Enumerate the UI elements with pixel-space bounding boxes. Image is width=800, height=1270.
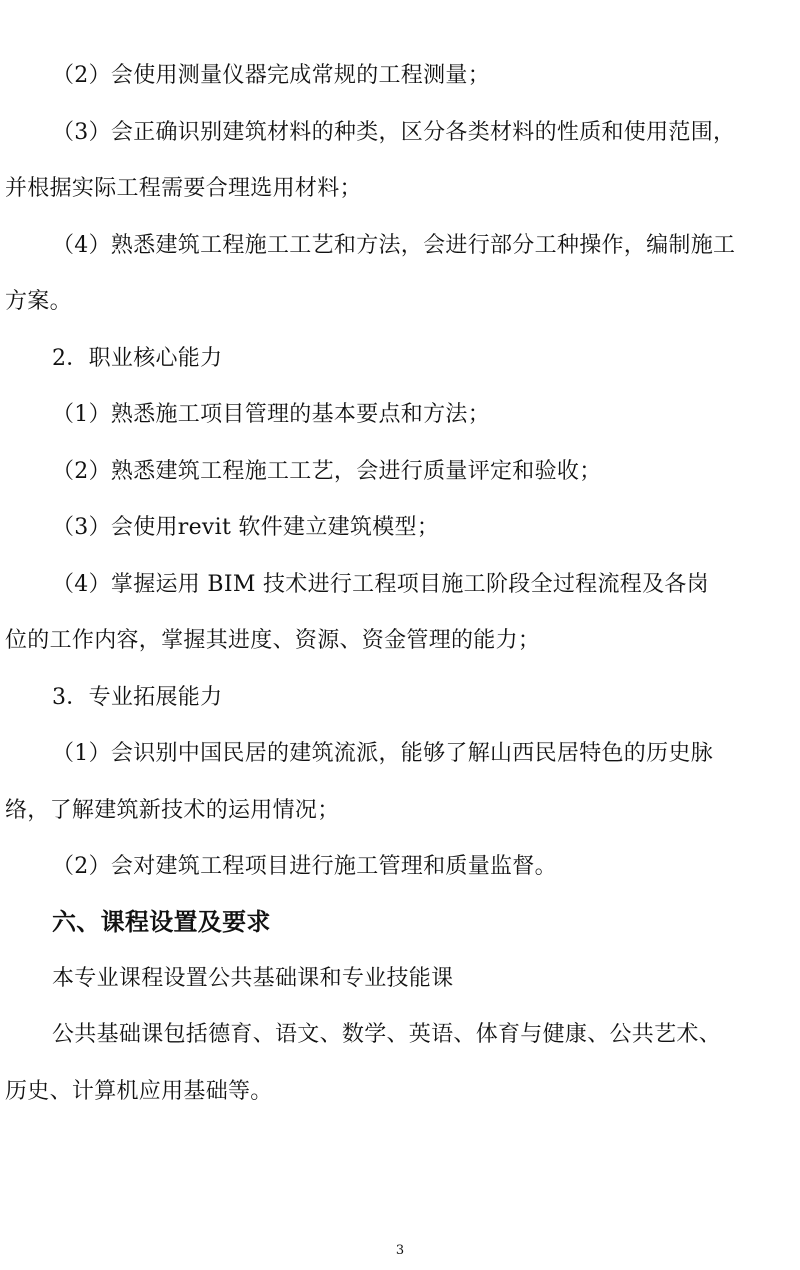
- page-number: 3: [395, 1243, 405, 1258]
- section-paragraph-overview: 本专业课程设置公共基础课和专业技能课: [52, 966, 454, 991]
- subheading-extended-ability: 3．专业拓展能力: [52, 685, 223, 710]
- list-item-quality-evaluation: （2）熟悉建筑工程施工工艺，会进行质量评定和验收；: [52, 459, 602, 484]
- subheading-core-ability: 2．职业核心能力: [52, 346, 223, 371]
- list-item-supervision: （2）会对建筑工程项目进行施工管理和质量监督。: [52, 854, 557, 879]
- section-heading: 六、课程设置及要求: [52, 908, 271, 936]
- list-item-materials: （3）会正确识别建筑材料的种类，区分各类材料的性质和使用范围，: [52, 120, 736, 145]
- list-item-bim-continued: 位的工作内容，掌握其进度、资源、资金管理的能力；: [5, 628, 541, 653]
- list-item-bim: （4）掌握运用 BIM 技术进行工程项目施工阶段全过程流程及各岗: [52, 572, 709, 597]
- list-item-revit-modeling: （3）会使用revit 软件建立建筑模型；: [52, 515, 440, 540]
- list-item-project-management: （1）熟悉施工项目管理的基本要点和方法；: [52, 402, 490, 427]
- section-paragraph-public-courses-continued: 历史、计算机应用基础等。: [5, 1079, 273, 1104]
- list-item-construction-process-continued: 方案。: [5, 289, 72, 314]
- list-item-folk-houses-continued: 络，了解建筑新技术的运用情况；: [5, 798, 340, 823]
- list-item-construction-process: （4）熟悉建筑工程施工工艺和方法，会进行部分工种操作，编制施工: [52, 233, 736, 258]
- list-item-measurement: （2）会使用测量仪器完成常规的工程测量；: [52, 63, 490, 88]
- list-item-folk-houses: （1）会识别中国民居的建筑流派，能够了解山西民居特色的历史脉: [52, 741, 713, 766]
- list-item-materials-continued: 并根据实际工程需要合理选用材料；: [5, 176, 362, 201]
- section-paragraph-public-courses: 公共基础课包括德育、语文、数学、英语、体育与健康、公共艺术、: [52, 1022, 722, 1047]
